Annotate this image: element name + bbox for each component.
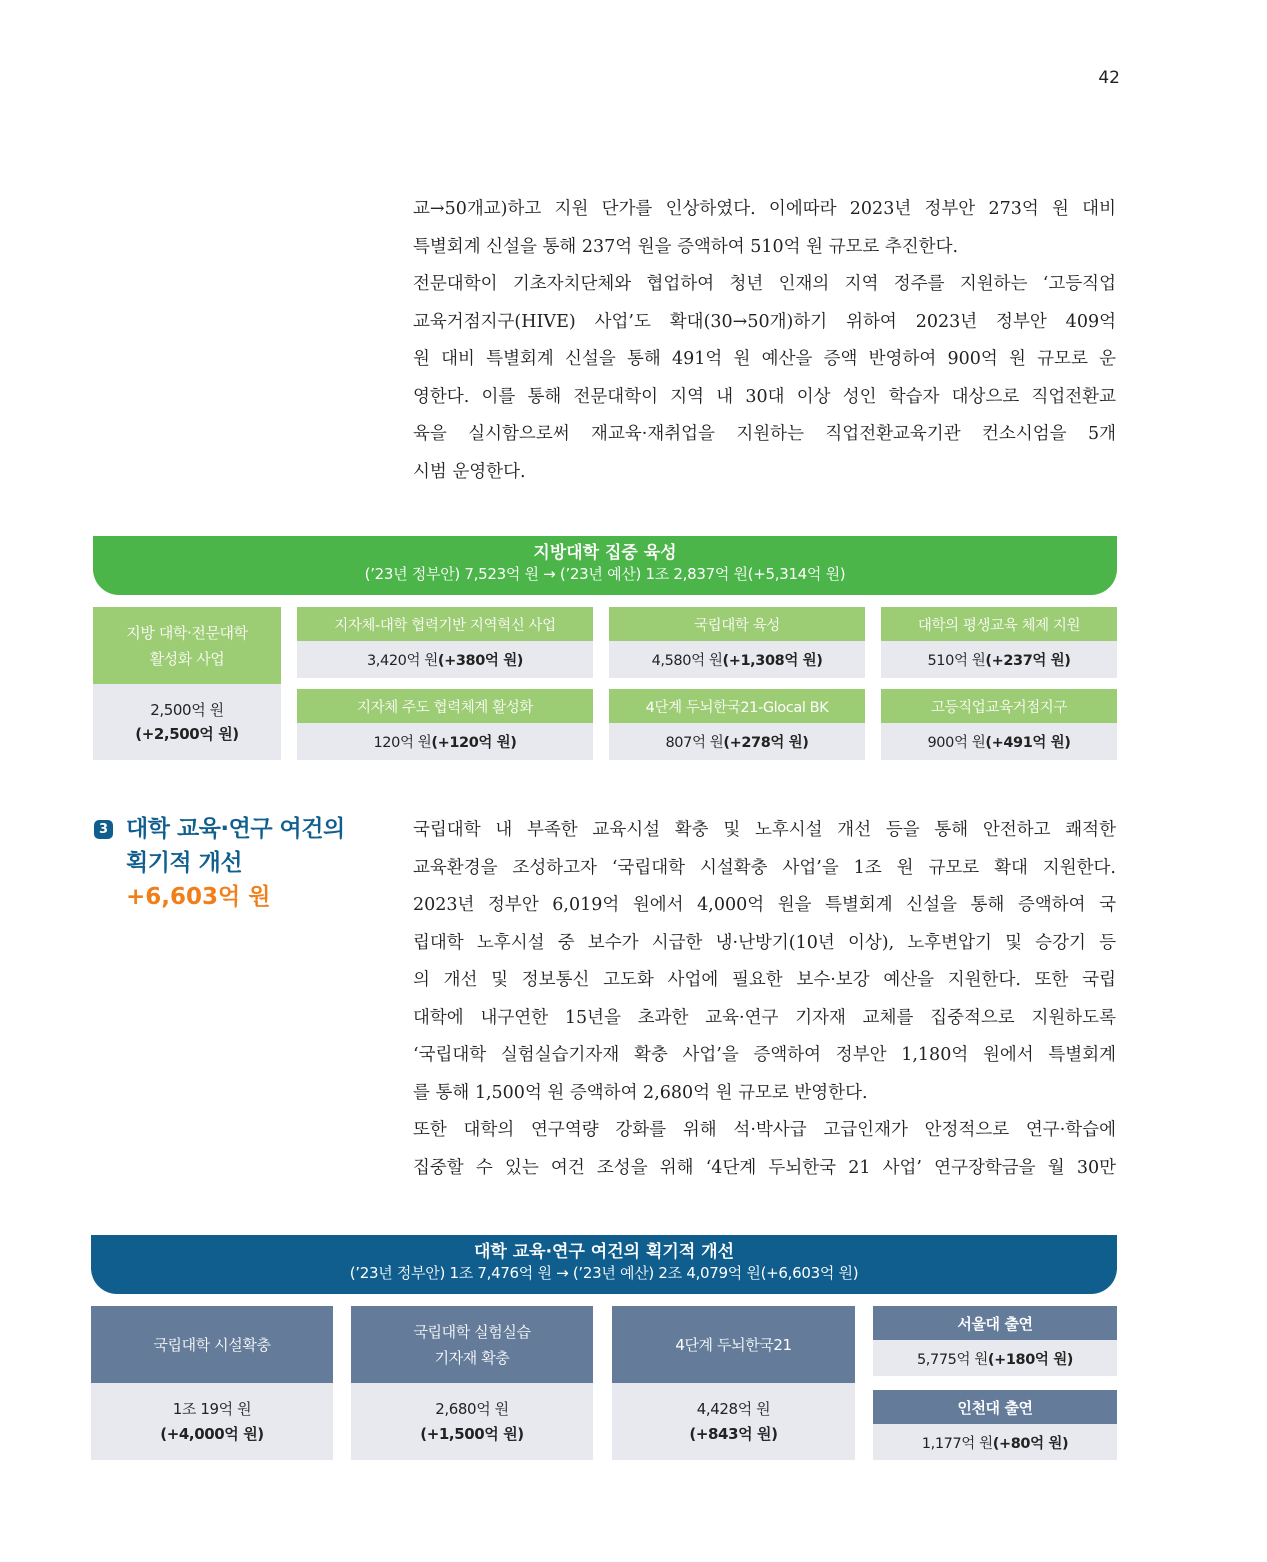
box1-item-label: 지자체-대학 협력기반 지역혁신 사업 — [297, 607, 593, 641]
box1-item-label: 대학의 평생교육 체제 지원 — [881, 607, 1117, 641]
box1-left-increase: (+2,500억 원) — [135, 725, 239, 743]
text-line: 또한 대학의 연구역량 강화를 위해 석·박사급 고급인재가 안정적으로 연구·학습에 — [413, 1120, 1116, 1140]
text-line: 를 통해 1,500억 원 증액하여 2,680억 원 규모로 반영한다. — [413, 1082, 868, 1103]
box1-subtitle: (’23년 정부안) 7,523억 원 → (’23년 예산) 1조 2,837억 원(+5,314억 원) — [364, 565, 846, 583]
box1-title: 지방대학 집중 육성 — [533, 543, 677, 563]
text-line: 교육거점지구(HIVE) 사업’도 확대(30→50개)하기 위하여 2023년 정부안 409억 — [413, 311, 1116, 332]
text-line: ‘국립대학 실험실습기자재 확충 사업’을 증액하여 정부안 1,180억 원에서 특별회계 — [413, 1045, 1116, 1065]
box2-right-header: 서울대 출연 — [873, 1306, 1117, 1340]
section-amount: +6,603억 원 — [126, 884, 271, 910]
text-line: 2023년 정부안 6,019억 원에서 4,000억 원을 특별회계 신설을 통해 증액하여 국 — [413, 895, 1116, 915]
box1-left-header-line2: 활성화 사업 — [149, 649, 225, 668]
box1-left-amount: 2,500억 원 — [150, 701, 224, 719]
text-line: 의 개선 및 정보통신 고도화 사업에 필요한 보수·보강 예산을 지원한다. 또한 국립 — [413, 970, 1116, 990]
box2-col-header: 4단계 두뇌한국21 — [612, 1306, 855, 1383]
box1-item-label: 4단계 두뇌한국21-Glocal BK — [609, 689, 865, 723]
box1-item-value: 120억 원 (+120억 원) — [297, 723, 593, 760]
text-line: 전문대학이 기초자치단체와 협업하여 청년 인재의 지역 정주를 지원하는 ‘고등직업 — [413, 274, 1116, 294]
section-title-line2: 획기적 개선 — [126, 850, 243, 876]
box2-banner — [91, 1235, 1117, 1294]
box1-item-label: 지자체 주도 협력체계 활성화 — [297, 689, 593, 723]
text-line: 국립대학 내 부족한 교육시설 확충 및 노후시설 개선 등을 통해 안전하고 쾌적한 — [413, 820, 1116, 840]
box1-item-label: 국립대학 육성 — [609, 607, 865, 641]
text-line: 교→50개교)하고 지원 단가를 인상하였다. 이에따라 2023년 정부안 273억 원 대비 — [413, 199, 1116, 219]
box1-item-value: 3,420억 원 (+380억 원) — [297, 641, 593, 678]
section-title-line1: 대학 교육·연구 여건의 — [126, 816, 345, 842]
box2-col-header: 국립대학 실험실습 기자재 확충 — [351, 1306, 593, 1383]
text-line: 특별회계 신설을 통해 237억 원을 증액하여 510억 원 규모로 추진한다. — [413, 236, 959, 257]
section-title — [126, 812, 345, 880]
box2-col-value: 1조 19억 원 (+4,000억 원) — [91, 1383, 333, 1460]
box2-right-value: 5,775억 원 (+180억 원) — [873, 1340, 1117, 1376]
box2-right-header: 인천대 출연 — [873, 1390, 1117, 1424]
text-line: 대학에 내구연한 15년을 초과한 교육·연구 기자재 교체를 집중적으로 지원하도록 — [413, 1007, 1116, 1028]
box2-col-header: 국립대학 시설확충 — [91, 1306, 333, 1383]
box2-subtitle: (’23년 정부안) 1조 7,476억 원 → (’23년 예산) 2조 4,079억 원(+6,603억 원) — [349, 1264, 859, 1282]
paragraph-1 — [413, 191, 1116, 491]
box1-left-header — [93, 607, 281, 684]
box2-right-value: 1,177억 원 (+80억 원) — [873, 1424, 1117, 1460]
section-number-badge: 3 — [94, 820, 113, 839]
page-number: 42 — [1098, 68, 1120, 88]
box1-item-value: 900억 원 (+491억 원) — [881, 723, 1117, 760]
text-line: 원 대비 특별회계 신설을 통해 491억 원 예산을 증액 반영하여 900억 원 규모로 운 — [413, 349, 1116, 369]
box1-left-header-line1: 지방 대학·전문대학 — [126, 623, 248, 642]
text-line: 육을 실시함으로써 재교육·재취업을 지원하는 직업전환교육기관 컨소시엄을 5개 — [413, 424, 1116, 444]
box2-title: 대학 교육·연구 여건의 획기적 개선 — [473, 1242, 735, 1262]
text-line: 립대학 노후시설 중 보수가 시급한 냉·난방기(10년 이상), 노후변압기 및 승강기 등 — [413, 932, 1116, 953]
paragraph-2 — [413, 812, 1116, 1187]
box1-left-value — [93, 684, 281, 760]
text-line: 교육환경을 조성하고자 ‘국립대학 시설확충 사업’을 1조 원 규모로 확대 지원한다. — [413, 857, 1116, 878]
box1-item-label: 고등직업교육거점지구 — [881, 689, 1117, 723]
box1-item-value: 510억 원 (+237억 원) — [881, 641, 1117, 678]
box2-col-value: 2,680억 원 (+1,500억 원) — [351, 1383, 593, 1460]
box1-banner — [93, 536, 1117, 595]
box1-item-value: 807억 원 (+278억 원) — [609, 723, 865, 760]
text-line: 시범 운영한다. — [413, 461, 526, 482]
box1-item-value: 4,580억 원 (+1,308억 원) — [609, 641, 865, 678]
box2-col-value: 4,428억 원 (+843억 원) — [612, 1383, 855, 1460]
text-line: 집중할 수 있는 여건 조성을 위해 ‘4단계 두뇌한국 21 사업’ 연구장학금을 월 30만 — [413, 1157, 1116, 1178]
text-line: 영한다. 이를 통해 전문대학이 지역 내 30대 이상 성인 학습자 대상으로 직업전환교 — [413, 386, 1116, 407]
